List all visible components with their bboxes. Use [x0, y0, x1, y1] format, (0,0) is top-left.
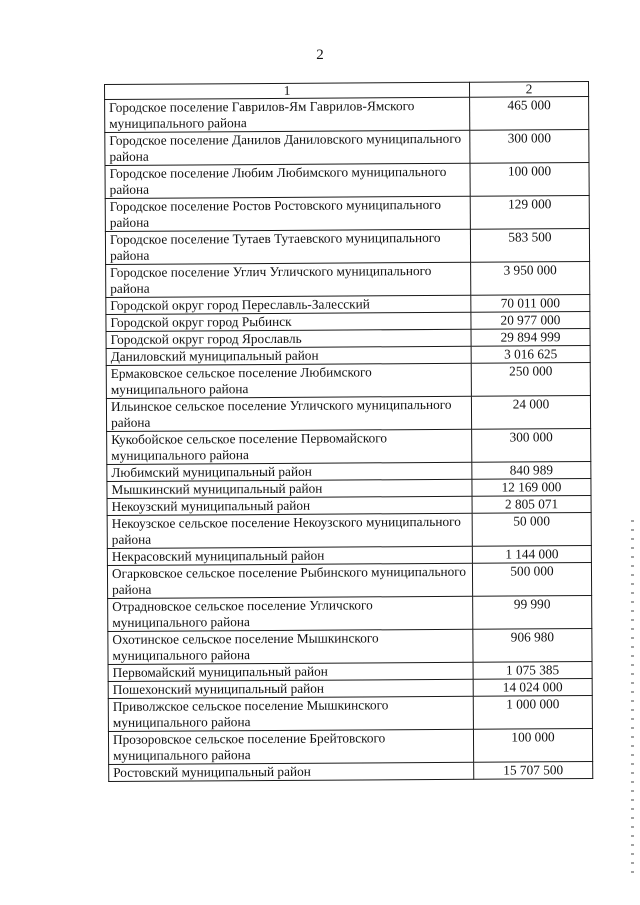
municipality-name-cell: Городской округ город Рыбинск	[106, 312, 471, 331]
municipality-name-cell: Отрадновское сельское поселение Угличского муниципального района	[108, 596, 473, 631]
amount-cell: 906 980	[473, 629, 592, 663]
municipality-name-cell: Городское поселение Гаврилов-Ям Гаврилов-Ямского муниципального района	[105, 97, 470, 132]
table-row	[107, 429, 591, 465]
amount-cell: 20 977 000	[471, 312, 590, 330]
municipality-name-cell: Городское поселение Тутаев Тутаевского муниципального района	[105, 229, 470, 264]
amount-cell: 1 075 385	[473, 662, 592, 680]
table-row	[105, 130, 589, 166]
amount-cell: 15 707 500	[474, 762, 593, 780]
municipality-name-cell: Городское поселение Данилов Даниловского муниципального района	[105, 130, 470, 165]
amount-cell: 100 000	[470, 163, 589, 197]
allocation-table	[104, 81, 593, 782]
municipality-name-cell: Пошехонский муниципальный район	[108, 679, 473, 698]
table-row	[105, 196, 589, 232]
column-header-2: 2	[469, 82, 588, 98]
amount-cell: 24 000	[471, 396, 590, 430]
scan-edge-marks	[631, 520, 634, 880]
municipality-name-cell: Первомайский муниципальный район	[108, 662, 473, 681]
amount-cell: 50 000	[472, 513, 591, 547]
table-row	[106, 262, 590, 298]
amount-cell: 99 990	[473, 596, 592, 630]
municipality-name-cell: Ильинское сельское поселение Угличского муниципального района	[106, 396, 471, 431]
table-row	[108, 729, 592, 765]
amount-cell: 2 805 071	[472, 496, 591, 514]
table-row	[108, 629, 592, 665]
amount-cell: 70 011 000	[471, 295, 590, 313]
amount-cell: 1 000 000	[473, 696, 592, 730]
table-row	[106, 363, 590, 399]
amount-cell: 300 000	[472, 429, 591, 463]
table-body	[105, 97, 593, 782]
amount-cell: 129 000	[470, 196, 589, 230]
amount-cell: 100 000	[473, 729, 592, 763]
municipality-name-cell: Приволжское сельское поселение Мышкинского муниципального района	[108, 696, 473, 731]
amount-cell: 465 000	[470, 97, 589, 131]
municipality-name-cell: Городской округ город Ярославль	[106, 329, 471, 348]
amount-cell: 583 500	[470, 229, 589, 263]
municipality-name-cell: Ростовский муниципальный район	[109, 762, 474, 781]
table-row	[105, 163, 589, 199]
municipality-name-cell: Некрасовский муниципальный район	[107, 546, 472, 565]
amount-cell: 3 950 000	[471, 262, 590, 296]
amount-cell: 250 000	[471, 363, 590, 397]
table-row	[107, 513, 591, 549]
table-row	[105, 229, 589, 265]
municipality-name-cell: Кукобойское сельское поселение Первомайского муниципального района	[107, 429, 472, 464]
table-row	[107, 563, 591, 599]
table-row	[109, 762, 593, 782]
amount-cell: 12 169 000	[472, 479, 591, 497]
municipality-name-cell: Городской округ город Переславль-Залесский	[106, 295, 471, 314]
column-header-1: 1	[105, 82, 470, 99]
municipality-name-cell: Даниловский муниципальный район	[106, 346, 471, 365]
table-row	[106, 396, 590, 432]
amount-cell: 500 000	[472, 563, 591, 597]
amount-cell: 840 989	[472, 462, 591, 480]
municipality-name-cell: Мышкинский муниципальный район	[107, 479, 472, 498]
municipality-name-cell: Городское поселение Углич Угличского муниципального района	[106, 262, 471, 297]
table-row	[108, 696, 592, 732]
municipality-name-cell: Некоузское сельское поселение Некоузского муниципального района	[107, 513, 472, 548]
municipality-name-cell: Ермаковское сельское поселение Любимского муниципального района	[106, 363, 471, 398]
amount-cell: 300 000	[470, 130, 589, 164]
amount-cell: 1 144 000	[472, 546, 591, 564]
amount-cell: 14 024 000	[473, 679, 592, 697]
municipality-name-cell: Городское поселение Ростов Ростовского муниципального района	[105, 196, 470, 231]
table-row	[108, 596, 592, 632]
municipality-name-cell: Охотинское сельское поселение Мышкинского муниципального района	[108, 629, 473, 664]
municipality-name-cell: Городское поселение Любим Любимского муниципального района	[105, 163, 470, 198]
municipality-name-cell: Некоузский муниципальный район	[107, 496, 472, 515]
municipality-name-cell: Огарковское сельское поселение Рыбинского муниципального района	[107, 563, 472, 598]
page-number: 2	[316, 47, 324, 63]
amount-cell: 29 894 999	[471, 329, 590, 347]
amount-cell: 3 016 625	[471, 346, 590, 364]
table-row	[105, 97, 589, 133]
municipality-name-cell: Прозоровское сельское поселение Брейтовского муниципального района	[108, 729, 473, 764]
municipality-name-cell: Любимский муниципальный район	[107, 462, 472, 481]
